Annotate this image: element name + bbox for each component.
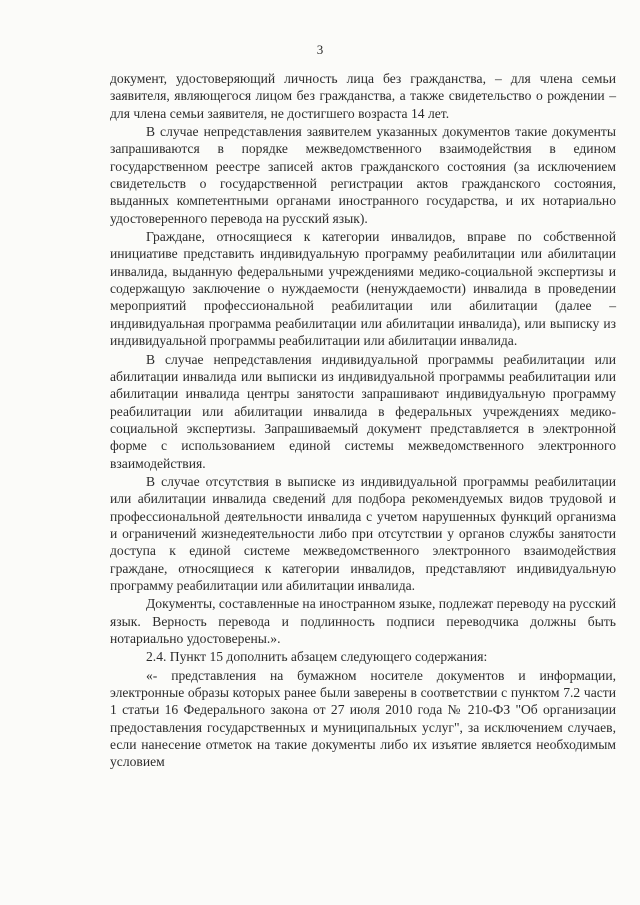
paragraph-7: 2.4. Пункт 15 дополнить абзацем следующего содержания:: [146, 649, 488, 665]
page-number: 3: [316, 42, 324, 57]
document-body: [110, 70, 616, 771]
paragraph-4: В случае непредставления индивидуальной программы реабилитации или абилитации инвалида или выписки из индивидуальной программы реабилитации или абилитации инвалида центры занятости запрашивают индивидуальную программу реабилитации или абилитации инвалида в федеральных учреждениях медико-социальной экспертизы. Запрашиваемый документ представляется в электронной форме с использованием единой системы межведомственного электронного взаимодействия.: [110, 351, 616, 471]
paragraph-5: В случае отсутствия в выписке из индивидуальной программы реабилитации или абилитации инвалида сведений для подбора рекомендуемых видов трудовой и профессиональной деятельности инвалида с учетом нарушенных функций организма и ограничений жизнедеятельности либо при отсутствии у органов службы занятости доступа к единой системе межведомственного электронного взаимодействия граждане, относящиеся к категории инвалидов, представляют индивидуальную программу реабилитации или абилитации инвалида.: [110, 473, 616, 593]
paragraph-6: Документы, составленные на иностранном языке, подлежат переводу на русский язык. Верность перевода и подлинность подписи переводчика должны быть нотариально удостоверены.».: [110, 596, 616, 646]
paragraph-8: «- представления на бумажном носителе документов и информации, электронные образы которых ранее были заверены в соответствии с пунктом 7.2 части 1 статьи 16 Федерального закона от 27 июля 2010 года № 210-ФЗ "Об организации предоставления государственных и муниципальных услуг", за исключением случаев, если нанесение отметок на такие документы либо их изъятие является необходимым условием: [110, 667, 616, 770]
paragraph-1: документ, удостоверяющий личность лица без гражданства, – для члена семьи заявителя, являющегося лицом без гражданства, а также свидетельство о рождении – для члена семьи заявителя, не достигшего возраста 14 лет.: [110, 71, 616, 121]
paragraph-2: В случае непредставления заявителем указанных документов такие документы запрашиваются в порядке межведомственного взаимодействия в едином государственном реестре записей актов гражданского состояния (за исключением свидетельств о государственной регистрации актов гражданского состояния, выданных компетентными органами иностранного государства, и их нотариально удостоверенного перевода на русский язык).: [110, 124, 616, 226]
paragraph-3: Граждане, относящиеся к категории инвалидов, вправе по собственной инициативе представить индивидуальную программу реабилитации или абилитации инвалида, выданную федеральными учреждениями медико-социальной экспертизы и содержащую заключение о нуждаемости (ненуждаемости) инвалида в проведении мероприятий профессиональной реабилитации или абилитации (далее – индивидуальная программа реабилитации или абилитации инвалида), или выписку из индивидуальной программы реабилитации или абилитации инвалида.: [110, 229, 616, 349]
